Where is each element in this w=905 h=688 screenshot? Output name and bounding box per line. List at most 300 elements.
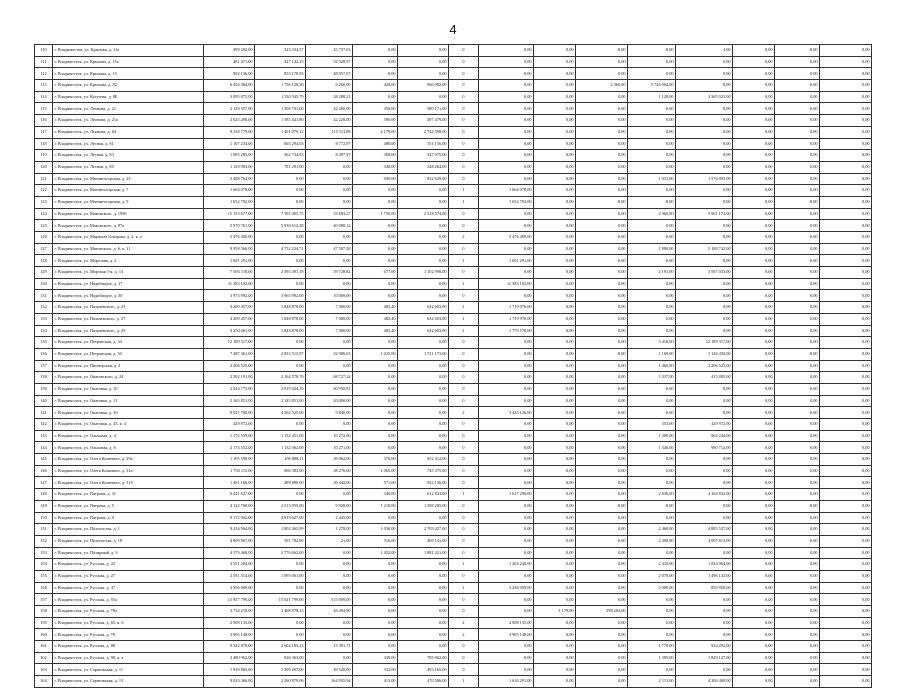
value-cell: 0 bbox=[449, 115, 479, 127]
value-cell: 429 972,00 bbox=[676, 419, 733, 431]
table-row bbox=[35, 395, 872, 407]
value-cell: 0,00 bbox=[733, 290, 775, 302]
value-cell: 4 579 460,00 bbox=[204, 547, 255, 559]
value-cell: 1 340,00 bbox=[628, 442, 676, 454]
value-cell: 0,00 bbox=[775, 68, 820, 80]
value-cell: 0,00 bbox=[534, 594, 576, 606]
value-cell: 0,00 bbox=[775, 232, 820, 244]
value-cell: 4 885 527,00 bbox=[676, 524, 733, 536]
value-cell: 2 400,00 bbox=[628, 535, 676, 547]
value-cell: 1 452,00 bbox=[353, 547, 398, 559]
value-cell: 0,00 bbox=[479, 220, 534, 232]
value-cell: 0,00 bbox=[820, 419, 872, 431]
value-cell: 0,00 bbox=[775, 664, 820, 676]
value-cell: 323 334,37 bbox=[255, 45, 306, 57]
value-cell: 0,00 bbox=[576, 570, 628, 582]
row-number-cell: 110 bbox=[35, 45, 53, 57]
value-cell: 0,00 bbox=[775, 582, 820, 594]
table-row bbox=[35, 652, 872, 664]
address-cell: г. Владивосток, ул. Крылова, д. 15 bbox=[53, 68, 204, 80]
address-cell: г. Владивосток, ул. Олега Кошевого, д. 31а bbox=[53, 465, 204, 477]
address-cell: г. Владивосток, ул. Кутузова, д. 8Б bbox=[53, 91, 204, 103]
value-cell: 0,00 bbox=[534, 407, 576, 419]
value-cell: 0,00 bbox=[534, 126, 576, 138]
value-cell: 0,00 bbox=[353, 442, 398, 454]
address-cell: г. Владивосток, ул. Полярный, д. 9 bbox=[53, 547, 204, 559]
value-cell: 850 950,00 bbox=[676, 582, 733, 594]
value-cell: 2 513 955,00 bbox=[255, 500, 306, 512]
value-cell: 0,00 bbox=[479, 68, 534, 80]
value-cell: 0,00 bbox=[306, 232, 353, 244]
value-cell: 482,40 bbox=[353, 325, 398, 337]
value-cell: 428,00 bbox=[353, 80, 398, 92]
value-cell: 0,00 bbox=[255, 582, 306, 594]
value-cell: 0,00 bbox=[775, 652, 820, 664]
table-row bbox=[35, 220, 872, 232]
value-cell: 0,00 bbox=[534, 56, 576, 68]
value-cell: 0,00 bbox=[534, 348, 576, 360]
value-cell: 391 782,00 bbox=[255, 535, 306, 547]
value-cell: 0,00 bbox=[306, 278, 353, 290]
value-cell: 40 088,12 bbox=[306, 220, 353, 232]
value-cell: 0,00 bbox=[576, 372, 628, 384]
row-number-cell: 138 bbox=[35, 372, 53, 384]
value-cell: 1 461 166,00 bbox=[204, 477, 255, 489]
value-cell: 0,00 bbox=[775, 617, 820, 629]
value-cell: 0,00 bbox=[820, 337, 872, 349]
value-cell: 0,00 bbox=[576, 477, 628, 489]
table-row bbox=[35, 243, 872, 255]
value-cell: 0,00 bbox=[353, 372, 398, 384]
value-cell: 0,00 bbox=[353, 232, 398, 244]
value-cell: 0 bbox=[449, 465, 479, 477]
value-cell: 0,00 bbox=[820, 138, 872, 150]
value-cell: 0,00 bbox=[733, 337, 775, 349]
value-cell: 932 136,00 bbox=[398, 477, 449, 489]
value-cell: 0,00 bbox=[628, 606, 676, 618]
value-cell: 0,00 bbox=[733, 302, 775, 314]
value-cell: 0,00 bbox=[628, 278, 676, 290]
table-row bbox=[35, 302, 872, 314]
value-cell: 480,00 bbox=[353, 138, 398, 150]
value-cell: 0,00 bbox=[733, 103, 775, 115]
table-body bbox=[35, 45, 872, 688]
value-cell: 0,00 bbox=[534, 372, 576, 384]
value-cell: 0 bbox=[449, 419, 479, 431]
table-row bbox=[35, 489, 872, 501]
value-cell: 1 bbox=[449, 559, 479, 571]
value-cell: 164 935,94 bbox=[306, 676, 353, 688]
value-cell: 0,00 bbox=[576, 500, 628, 512]
value-cell: 0,00 bbox=[733, 559, 775, 571]
value-cell: 0,00 bbox=[306, 161, 353, 173]
value-cell: 0,00 bbox=[775, 594, 820, 606]
value-cell: 571,00 bbox=[353, 477, 398, 489]
value-cell: 0,00 bbox=[733, 126, 775, 138]
value-cell: 0,00 bbox=[255, 360, 306, 372]
address-cell: г. Владивосток, ул. Русская, д. 78а bbox=[53, 606, 204, 618]
value-cell: 2 410,00 bbox=[628, 559, 676, 571]
value-cell: 0,00 bbox=[676, 313, 733, 325]
value-cell: 7 191 405,75 bbox=[255, 208, 306, 220]
value-cell: 1 037,00 bbox=[628, 372, 676, 384]
value-cell: 0 bbox=[449, 454, 479, 466]
value-cell: 469 141,00 bbox=[398, 535, 449, 547]
value-cell: 7 000,00 bbox=[306, 302, 353, 314]
value-cell: 966 383,00 bbox=[255, 465, 306, 477]
value-cell: 1 664 078,00 bbox=[479, 185, 534, 197]
value-cell: 0,00 bbox=[820, 676, 872, 688]
value-cell: 2 080,00 bbox=[628, 582, 676, 594]
value-cell: 0,00 bbox=[576, 185, 628, 197]
value-cell: 456 888,11 bbox=[255, 454, 306, 466]
value-cell: 1 195 590,00 bbox=[204, 454, 255, 466]
value-cell: 0,00 bbox=[628, 126, 676, 138]
value-cell: 0,00 bbox=[353, 220, 398, 232]
value-cell: 0 bbox=[449, 103, 479, 115]
value-cell: 1 095 061,00 bbox=[255, 570, 306, 582]
value-cell: 853 178,93 bbox=[255, 68, 306, 80]
row-number-cell: 115 bbox=[35, 103, 53, 115]
value-cell: 0,00 bbox=[676, 278, 733, 290]
value-cell: 0,00 bbox=[628, 407, 676, 419]
value-cell: 2 908 135,00 bbox=[479, 617, 534, 629]
value-cell: 0,00 bbox=[576, 512, 628, 524]
value-cell: 0,00 bbox=[676, 185, 733, 197]
value-cell: 0,00 bbox=[676, 161, 733, 173]
value-cell: 0,00 bbox=[775, 641, 820, 653]
address-cell: г. Владивосток, ул. Морозова, д. 2 bbox=[53, 255, 204, 267]
address-cell: г. Владивосток, ул. Пальчевского, д. 29 bbox=[53, 325, 204, 337]
value-cell: 0,00 bbox=[733, 419, 775, 431]
value-cell: 0,00 bbox=[775, 220, 820, 232]
row-number-cell: 154 bbox=[35, 559, 53, 571]
value-cell: 4 164 832,00 bbox=[676, 489, 733, 501]
value-cell: 0,00 bbox=[628, 594, 676, 606]
value-cell: 0,00 bbox=[398, 430, 449, 442]
value-cell: 0,00 bbox=[820, 383, 872, 395]
value-cell: 0,00 bbox=[576, 243, 628, 255]
value-cell: 0,00 bbox=[775, 419, 820, 431]
value-cell: 489 880,00 bbox=[255, 477, 306, 489]
value-cell: 0,00 bbox=[353, 185, 398, 197]
value-cell: 0,00 bbox=[733, 535, 775, 547]
value-cell: 0,00 bbox=[576, 302, 628, 314]
value-cell: 0,00 bbox=[534, 524, 576, 536]
row-number-cell: 130 bbox=[35, 278, 53, 290]
value-cell: 3 905 148,00 bbox=[479, 629, 534, 641]
value-cell: 0,00 bbox=[353, 594, 398, 606]
value-cell: 0,00 bbox=[576, 383, 628, 395]
value-cell: 3 567 053,00 bbox=[676, 267, 733, 279]
value-cell: 0,00 bbox=[676, 594, 733, 606]
value-cell: 0,00 bbox=[576, 161, 628, 173]
value-cell: 0,00 bbox=[398, 91, 449, 103]
address-cell: г. Владивосток, ул. Маковского, д. 87а bbox=[53, 220, 204, 232]
value-cell: 0 bbox=[449, 173, 479, 185]
value-cell: 38 276,00 bbox=[306, 465, 353, 477]
value-cell: 0,00 bbox=[534, 278, 576, 290]
value-cell: 0,00 bbox=[628, 56, 676, 68]
value-cell: 6 454 364,00 bbox=[204, 80, 255, 92]
value-cell: 0,00 bbox=[775, 80, 820, 92]
value-cell: 2 742 598,00 bbox=[398, 126, 449, 138]
value-cell: 8 027 760,00 bbox=[204, 407, 255, 419]
table-row bbox=[35, 454, 872, 466]
value-cell: 690,00 bbox=[353, 173, 398, 185]
value-cell: 0,00 bbox=[576, 360, 628, 372]
value-cell: 0,00 bbox=[733, 606, 775, 618]
value-cell: 3 551 204,00 bbox=[204, 559, 255, 571]
table-row bbox=[35, 45, 872, 57]
address-cell: г. Владивосток, ул. Русская, д. 27 bbox=[53, 570, 204, 582]
value-cell: 0,00 bbox=[255, 617, 306, 629]
value-cell: 0,00 bbox=[820, 512, 872, 524]
value-cell: 0,00 bbox=[398, 582, 449, 594]
value-cell: 0,00 bbox=[576, 115, 628, 127]
value-cell: 2 591 314,00 bbox=[204, 570, 255, 582]
row-number-cell: 149 bbox=[35, 500, 53, 512]
value-cell: 0,00 bbox=[398, 185, 449, 197]
value-cell: 1 172 559,00 bbox=[204, 430, 255, 442]
value-cell: 0,00 bbox=[676, 68, 733, 80]
value-cell: 1 652 792,00 bbox=[204, 196, 255, 208]
value-cell: 0 bbox=[449, 500, 479, 512]
value-cell: 0,00 bbox=[820, 559, 872, 571]
value-cell: 0,00 bbox=[576, 255, 628, 267]
value-cell: 2 445,00 bbox=[306, 512, 353, 524]
value-cell: 0,00 bbox=[820, 103, 872, 115]
table-row bbox=[35, 570, 872, 582]
value-cell: 0,00 bbox=[775, 606, 820, 618]
value-cell: 39 442,00 bbox=[306, 477, 353, 489]
value-cell: 0,00 bbox=[255, 185, 306, 197]
value-cell: 68 727,24 bbox=[306, 372, 353, 384]
table-row bbox=[35, 676, 872, 688]
value-cell: 0,00 bbox=[534, 313, 576, 325]
value-cell: 0,00 bbox=[398, 559, 449, 571]
value-cell: 0,00 bbox=[775, 150, 820, 162]
value-cell: 0,00 bbox=[820, 360, 872, 372]
value-cell: 0,00 bbox=[628, 103, 676, 115]
value-cell: 632 603,00 bbox=[398, 302, 449, 314]
value-cell: 5 476 409,00 bbox=[204, 232, 255, 244]
value-cell: 0,00 bbox=[733, 652, 775, 664]
address-cell: г. Владивосток, ул. Пальчевского, д. 25 bbox=[53, 302, 204, 314]
value-cell: 0,00 bbox=[676, 325, 733, 337]
value-cell: 362 734,03 bbox=[255, 150, 306, 162]
value-cell: 7 693 118,00 bbox=[204, 267, 255, 279]
value-cell: 11 383 102,00 bbox=[204, 278, 255, 290]
value-cell: 0,00 bbox=[255, 419, 306, 431]
table-row bbox=[35, 150, 872, 162]
value-cell: 0,00 bbox=[479, 80, 534, 92]
value-cell: 0,00 bbox=[676, 150, 733, 162]
value-cell: 1 107 234,00 bbox=[204, 138, 255, 150]
value-cell: 0,00 bbox=[775, 372, 820, 384]
value-cell: 0,00 bbox=[398, 641, 449, 653]
value-cell: 0,00 bbox=[534, 559, 576, 571]
value-cell: 0,00 bbox=[306, 617, 353, 629]
value-cell: 612 833,00 bbox=[398, 489, 449, 501]
value-cell: 0,00 bbox=[733, 500, 775, 512]
value-cell: 0,00 bbox=[576, 641, 628, 653]
value-cell: 0,00 bbox=[775, 337, 820, 349]
value-cell: 9 342 870,00 bbox=[204, 641, 255, 653]
value-cell: 346,00 bbox=[353, 489, 398, 501]
value-cell: 0,00 bbox=[534, 267, 576, 279]
value-cell: 0,00 bbox=[398, 68, 449, 80]
value-cell: 1 750 115,00 bbox=[204, 465, 255, 477]
row-number-cell: 122 bbox=[35, 185, 53, 197]
table-row bbox=[35, 138, 872, 150]
value-cell: 0 bbox=[449, 138, 479, 150]
value-cell: 0,00 bbox=[576, 91, 628, 103]
row-number-cell: 141 bbox=[35, 407, 53, 419]
value-cell: 0,00 bbox=[775, 290, 820, 302]
value-cell: 0,00 bbox=[775, 489, 820, 501]
value-cell: 0,00 bbox=[733, 173, 775, 185]
value-cell: 0,00 bbox=[398, 220, 449, 232]
value-cell: 413,00 bbox=[353, 676, 398, 688]
value-cell: 308,00 bbox=[353, 150, 398, 162]
value-cell: 0,00 bbox=[479, 138, 534, 150]
value-cell: 43 757,63 bbox=[306, 45, 353, 57]
value-cell: 0,00 bbox=[733, 45, 775, 57]
value-cell: 0,00 bbox=[775, 395, 820, 407]
value-cell: 4,00 bbox=[676, 45, 733, 57]
value-cell: 0,00 bbox=[534, 383, 576, 395]
value-cell: 0,00 bbox=[479, 477, 534, 489]
value-cell: 0,00 bbox=[353, 430, 398, 442]
value-cell: 2 113,00 bbox=[628, 676, 676, 688]
value-cell: 0,00 bbox=[534, 80, 576, 92]
value-cell: 0,00 bbox=[733, 582, 775, 594]
address-cell: г. Владивосток, ул. Лесная, д. 81 bbox=[53, 138, 204, 150]
value-cell: 0,00 bbox=[775, 255, 820, 267]
row-number-cell: 111 bbox=[35, 56, 53, 68]
table-row bbox=[35, 477, 872, 489]
value-cell: 0,00 bbox=[479, 430, 534, 442]
value-cell: 0,00 bbox=[398, 243, 449, 255]
value-cell: 47 587,28 bbox=[306, 243, 353, 255]
value-cell: 2 bbox=[449, 617, 479, 629]
row-number-cell: 162 bbox=[35, 652, 53, 664]
value-cell: 1 770,00 bbox=[628, 641, 676, 653]
value-cell: 10 271,00 bbox=[306, 442, 353, 454]
value-cell: 0,00 bbox=[733, 570, 775, 582]
value-cell: 1 bbox=[449, 185, 479, 197]
value-cell: 0,00 bbox=[576, 45, 628, 57]
value-cell: 5 930 612,38 bbox=[255, 220, 306, 232]
value-cell: 0,00 bbox=[775, 524, 820, 536]
value-cell: 1 848 878,00 bbox=[255, 302, 306, 314]
value-cell: 0,00 bbox=[733, 664, 775, 676]
value-cell: 1 169,00 bbox=[628, 348, 676, 360]
value-cell: 0,00 bbox=[398, 395, 449, 407]
value-cell: 0,00 bbox=[306, 489, 353, 501]
value-cell: 10 272,00 bbox=[306, 430, 353, 442]
value-cell: 0,00 bbox=[775, 103, 820, 115]
table-row bbox=[35, 173, 872, 185]
value-cell: 0,00 bbox=[733, 372, 775, 384]
value-cell: 2 560 879,06 bbox=[255, 676, 306, 688]
value-cell: 0,00 bbox=[775, 430, 820, 442]
table-row bbox=[35, 500, 872, 512]
value-cell: 2 703 427,00 bbox=[398, 524, 449, 536]
value-cell: 0,00 bbox=[576, 652, 628, 664]
value-cell: 9 238 779,00 bbox=[204, 126, 255, 138]
value-cell: 826 363,00 bbox=[255, 652, 306, 664]
value-cell: 0,00 bbox=[576, 454, 628, 466]
value-cell: 59 728,82 bbox=[306, 267, 353, 279]
value-cell: 0,00 bbox=[576, 138, 628, 150]
value-cell: 0,00 bbox=[733, 68, 775, 80]
value-cell: 0 bbox=[449, 267, 479, 279]
value-cell: 0,00 bbox=[534, 489, 576, 501]
value-cell: 3 975 992,00 bbox=[204, 290, 255, 302]
value-cell: 0,00 bbox=[820, 232, 872, 244]
value-cell: 0,00 bbox=[576, 126, 628, 138]
row-number-cell: 123 bbox=[35, 196, 53, 208]
value-cell: 15 381,71 bbox=[306, 641, 353, 653]
value-cell: 40 950,81 bbox=[306, 383, 353, 395]
value-cell: 20 000,00 bbox=[306, 395, 353, 407]
value-cell: 0,00 bbox=[820, 430, 872, 442]
value-cell: 0,00 bbox=[775, 547, 820, 559]
value-cell: 1 829 137,00 bbox=[676, 652, 733, 664]
value-cell: 0,00 bbox=[576, 442, 628, 454]
value-cell: 0,00 bbox=[255, 173, 306, 185]
value-cell: 1 bbox=[449, 313, 479, 325]
value-cell: 0,00 bbox=[820, 395, 872, 407]
value-cell: 0,00 bbox=[255, 337, 306, 349]
value-cell: 0,00 bbox=[628, 220, 676, 232]
value-cell: 0,00 bbox=[398, 290, 449, 302]
value-cell: 0,00 bbox=[534, 395, 576, 407]
value-cell: 0,00 bbox=[479, 500, 534, 512]
table-row bbox=[35, 664, 872, 676]
value-cell: 0 bbox=[449, 547, 479, 559]
value-cell: 1 506 701,00 bbox=[255, 103, 306, 115]
value-cell: 0,00 bbox=[306, 419, 353, 431]
value-cell: 0,00 bbox=[775, 348, 820, 360]
value-cell: 0,00 bbox=[775, 243, 820, 255]
value-cell: 1 460,00 bbox=[628, 360, 676, 372]
value-cell: 7 287 361,00 bbox=[204, 348, 255, 360]
value-cell: 2 bbox=[449, 232, 479, 244]
value-cell: 0,00 bbox=[255, 196, 306, 208]
row-number-cell: 145 bbox=[35, 454, 53, 466]
value-cell: 0,00 bbox=[676, 220, 733, 232]
value-cell: 0,00 bbox=[820, 173, 872, 185]
value-cell: 0,00 bbox=[398, 570, 449, 582]
value-cell: 0 bbox=[449, 45, 479, 57]
table-row bbox=[35, 524, 872, 536]
value-cell: 0,00 bbox=[820, 606, 872, 618]
value-cell: 33 693,27 bbox=[306, 208, 353, 220]
value-cell: 0 bbox=[449, 477, 479, 489]
value-cell: 0,00 bbox=[479, 594, 534, 606]
value-cell: 0,00 bbox=[534, 243, 576, 255]
table-row bbox=[35, 535, 872, 547]
value-cell: 0,00 bbox=[353, 360, 398, 372]
value-cell: 0,00 bbox=[576, 395, 628, 407]
value-cell: 0,00 bbox=[733, 232, 775, 244]
value-cell: 0,00 bbox=[676, 617, 733, 629]
address-cell: г. Владивосток, ул. Окатовского, д. 24 bbox=[53, 372, 204, 384]
row-number-cell: 113 bbox=[35, 80, 53, 92]
